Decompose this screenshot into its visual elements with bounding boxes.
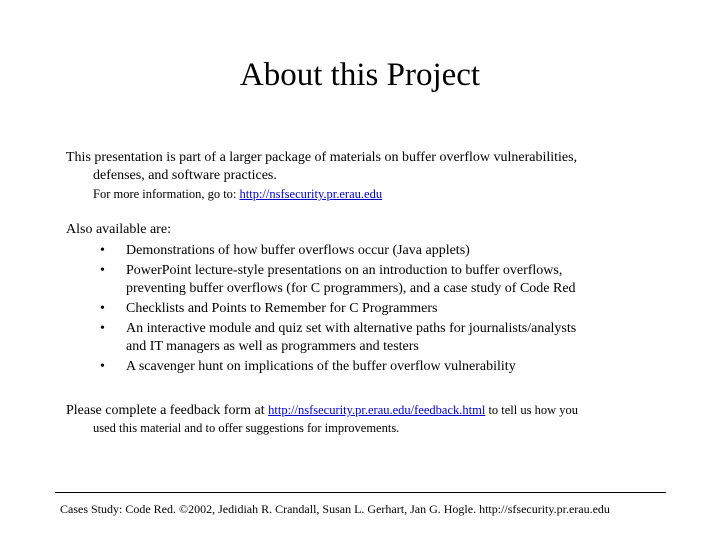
- bullet-icon: •: [100, 359, 105, 374]
- bullet-icon: •: [100, 321, 105, 336]
- bullet-icon: •: [100, 243, 105, 258]
- list-item: [100, 300, 660, 318]
- project-site-link[interactable]: http://nsfsecurity.pr.erau.edu: [239, 187, 383, 201]
- list-item-text: Checklists and Points to Remember for C Programmers: [126, 301, 438, 316]
- bullet-icon: •: [100, 301, 105, 316]
- list-item-text-cont: and IT managers as well as programmers and testers: [126, 339, 419, 354]
- intro-line-2: defenses, and software practices.: [93, 168, 277, 183]
- feedback-line-1: [66, 402, 666, 420]
- list-item-text-cont: preventing buffer overflows (for C programmers), and a case study of Code Red: [126, 281, 576, 296]
- also-available-list: [100, 242, 660, 378]
- list-item: [100, 262, 660, 298]
- list-item-text: Demonstrations of how buffer overflows occur (Java applets): [126, 243, 470, 258]
- intro-line-1: This presentation is part of a larger package of materials on buffer overflow vulnerabilities,: [66, 150, 578, 165]
- feedback-form-link[interactable]: http://nsfsecurity.pr.erau.edu/feedback.html: [268, 403, 486, 417]
- list-item-text: A scavenger hunt on implications of the buffer overflow vulnerability: [126, 359, 516, 374]
- footer-citation: Cases Study: Code Red. ©2002, Jedidiah R. Crandall, Susan L. Gerhart, Jan G. Hogle. http://sfsecurity.pr.erau.edu: [60, 502, 610, 516]
- more-info-line: [66, 186, 666, 202]
- bullet-icon: •: [100, 263, 105, 278]
- list-item-text: PowerPoint lecture-style presentations on an introduction to buffer overflows,: [126, 263, 563, 278]
- list-item: [100, 242, 660, 260]
- more-info-prefix: For more information, go to:: [93, 187, 240, 201]
- list-item: [100, 358, 660, 376]
- slide-title: About this Project: [239, 57, 481, 93]
- feedback-paragraph: [66, 402, 666, 436]
- feedback-suffix: to tell us how you: [485, 403, 579, 417]
- feedback-prefix: Please complete a feedback form at: [66, 403, 269, 418]
- list-item-text: An interactive module and quiz set with alternative paths for journalists/analysts: [126, 321, 577, 336]
- list-item: [100, 320, 660, 356]
- footer-divider: [55, 492, 666, 493]
- feedback-line-2: used this material and to offer suggestions for improvements.: [93, 421, 400, 435]
- intro-paragraph: [66, 149, 666, 202]
- also-available-heading: Also available are:: [66, 222, 171, 237]
